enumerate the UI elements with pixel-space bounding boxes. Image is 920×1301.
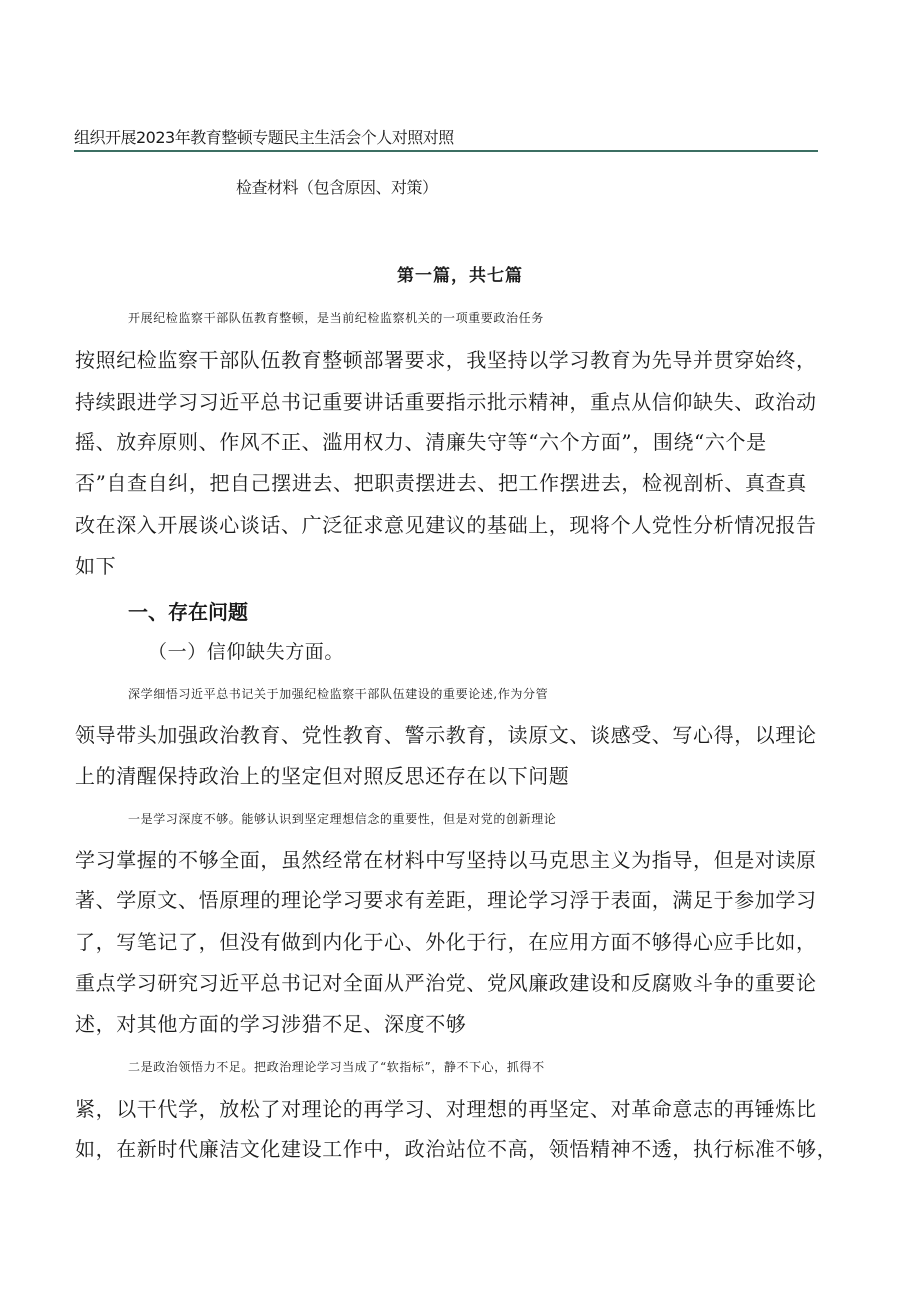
paragraph-line: 领导带头加强政治教育、党性教育、警示教育，读原文、谈感受、写心得，以理论 [75, 723, 817, 747]
section-subheading: （一）信仰缺失方面。 [148, 641, 345, 663]
paragraph-line: 二是政治领悟力不足。把政治理论学习当成了“软指标”，静不下心，抓得不 [128, 1060, 545, 1074]
paragraph-line: 一是学习深度不够。能够认识到坚定理想信念的重要性，但是对党的创新理论 [128, 812, 557, 826]
paragraph-line: 学习掌握的不够全面，虽然经常在材料中写坚持以马克思主义为指导，但是对读原 [75, 848, 817, 872]
paragraph-line: 著、学原文、悟原理的理论学习要求有差距，理论学习浮于表面，满足于参加学习 [75, 888, 817, 912]
document-subtitle: 第一篇，共七篇 [397, 266, 523, 286]
document-title-line-1: 组织开展2023年教育整顿专题民主生活会个人对照对照 [74, 128, 454, 147]
title-underline [74, 150, 818, 152]
paragraph-line: 深学细悟习近平总书记关于加强纪检监察干部队伍建设的重要论述,作为分管 [128, 687, 549, 701]
paragraph-line: 述，对其他方面的学习涉猎不足、深度不够 [75, 1012, 467, 1036]
intro-line: 按照纪检监察干部队伍教育整顿部署要求，我坚持以学习教育为先导并贯穿始终， [75, 348, 817, 372]
intro-line: 开展纪检监察干部队伍教育整顿，是当前纪检监察机关的一项重要政治任务 [128, 311, 544, 325]
intro-line: 改在深入开展谈心谈话、广泛征求意见建议的基础上，现将个人党性分析情况报告 [75, 513, 817, 537]
paragraph-line: 重点学习研究习近平总书记对全面从严治党、党风廉政建设和反腐败斗争的重要论 [75, 971, 817, 995]
paragraph-line: 如，在新时代廉洁文化建设工作中，政治站位不高，领悟精神不透，执行标准不够， [75, 1137, 838, 1161]
section-heading: 一、存在问题 [128, 600, 248, 624]
intro-line: 摇、放弃原则、作风不正、滥用权力、清廉失守等“六个方面”，围绕“六个是 [75, 430, 767, 454]
paragraph-line: 紧，以干代学，放松了对理论的再学习、对理想的再坚定、对革命意志的再锤炼比 [75, 1097, 817, 1121]
intro-line: 持续跟进学习习近平总书记重要讲话重要指示批示精神，重点从信仰缺失、政治动 [75, 390, 817, 414]
document-title-line-2: 检查材料（包含原因、对策） [236, 178, 438, 197]
intro-line: 否”自查自纠，把自己摆进去、把职责摆进去、把工作摆进去，检视剖析、真查真 [75, 471, 807, 495]
paragraph-line: 了，写笔记了，但没有做到内化于心、外化于行，在应用方面不够得心应手比如， [75, 930, 817, 954]
paragraph-line: 上的清醒保持政治上的坚定但对照反思还存在以下问题 [75, 764, 570, 788]
intro-line: 如下 [75, 554, 117, 578]
